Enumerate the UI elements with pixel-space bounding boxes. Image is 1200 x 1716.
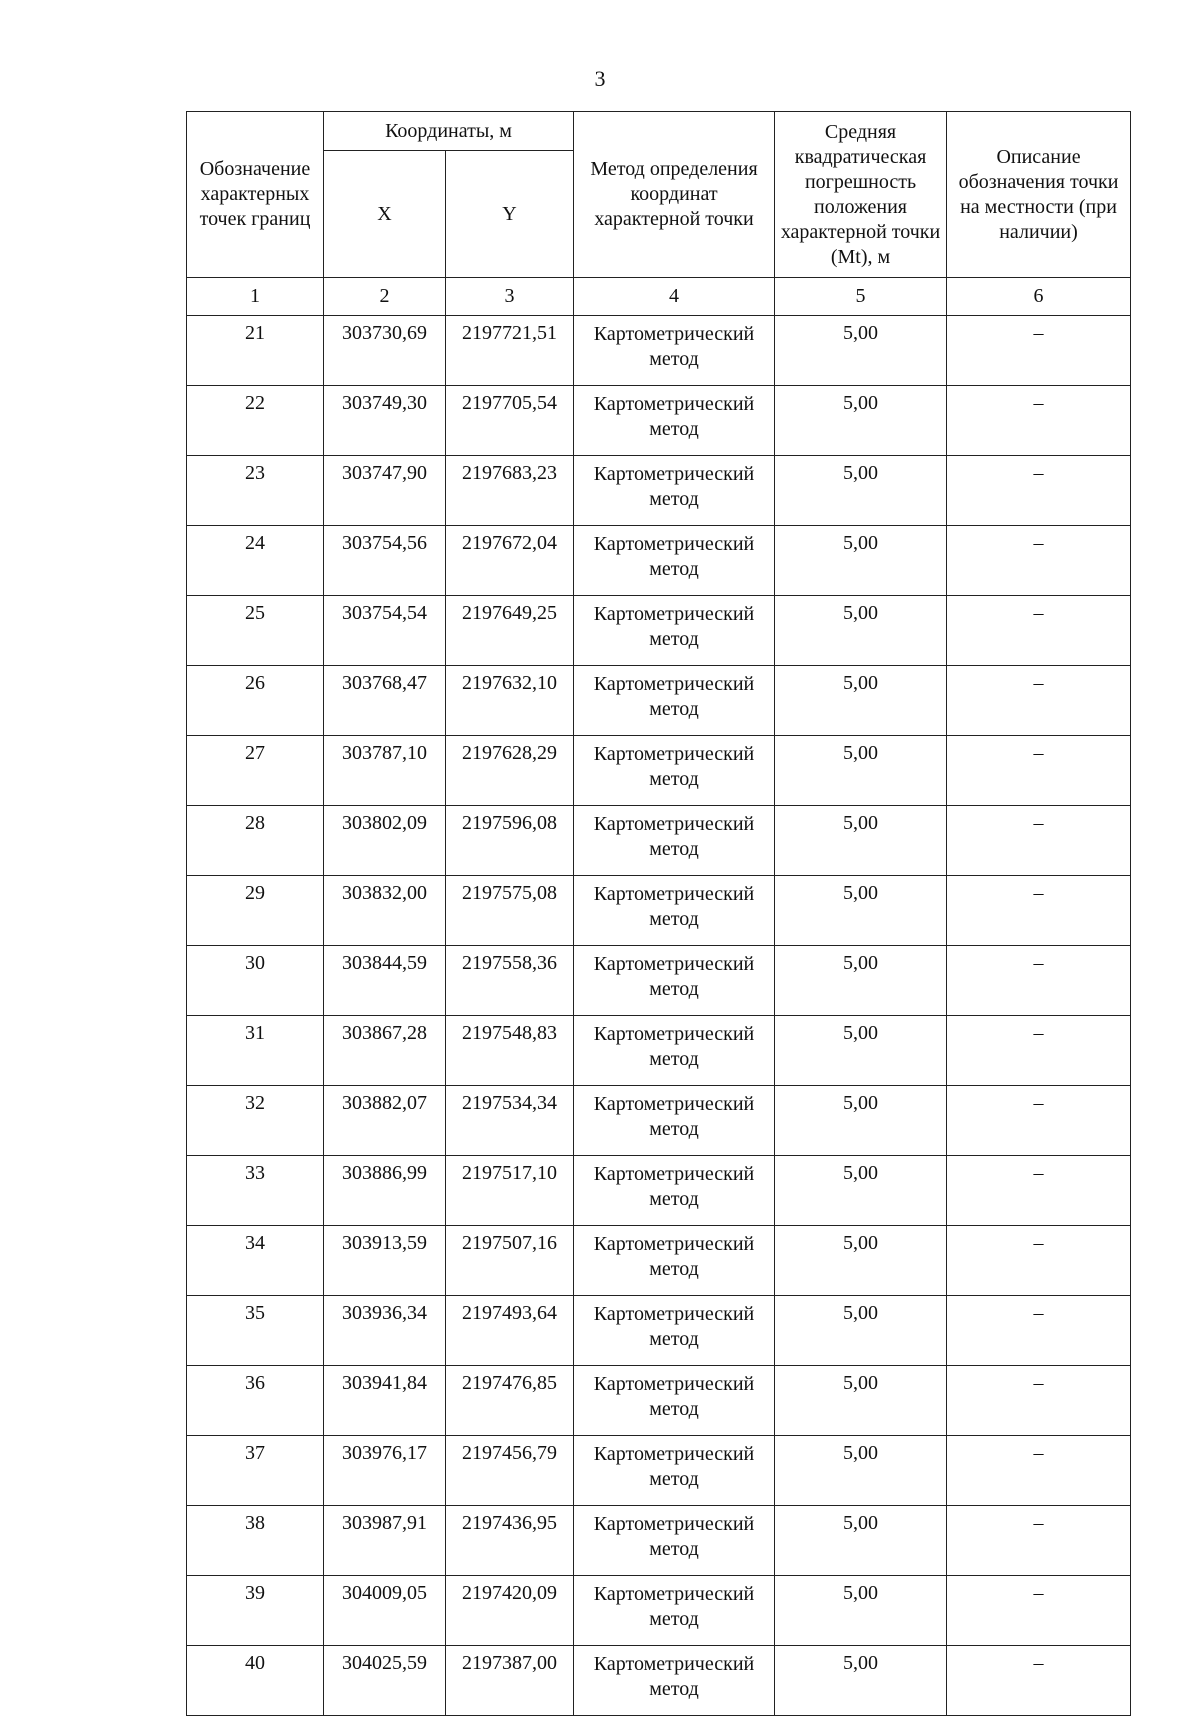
method-text-line2: метод [649,558,699,580]
description: – [947,596,1131,666]
coord-y: 2197596,08 [446,806,574,876]
point-number: 36 [187,1366,324,1436]
description: – [947,1016,1131,1086]
header-x: X [324,151,446,278]
method-text-line1: Картометрический [593,1093,755,1115]
table-row [187,386,1131,456]
table-row [187,946,1131,1016]
method-cell [574,1086,775,1156]
point-number: 33 [187,1156,324,1226]
coord-x: 303886,99 [324,1156,446,1226]
coord-x: 303832,00 [324,876,446,946]
method-text-line1: Картометрический [593,1163,755,1185]
description: – [947,1226,1131,1296]
table-row [187,1226,1131,1296]
method-text-line1: Картометрический [593,393,755,415]
point-number: 35 [187,1296,324,1366]
table-row [187,316,1131,386]
method-text-line1: Картометрический [593,743,755,765]
mean-error: 5,00 [775,386,947,456]
point-number: 38 [187,1506,324,1576]
coord-y: 2197632,10 [446,666,574,736]
method-cell [574,666,775,736]
coordinates-table [186,111,1131,1716]
table-row [187,1086,1131,1156]
method-text-line2: метод [649,1398,699,1420]
method-cell [574,736,775,806]
point-number: 22 [187,386,324,456]
point-number: 37 [187,1436,324,1506]
mean-error: 5,00 [775,1016,947,1086]
coord-x: 303936,34 [324,1296,446,1366]
method-text-line1: Картометрический [593,1373,755,1395]
coord-x: 303882,07 [324,1086,446,1156]
method-text-line1: Картометрический [593,1233,755,1255]
mean-error: 5,00 [775,1646,947,1716]
column-number: 2 [324,278,446,316]
method-text-line2: метод [649,1468,699,1490]
method-text-line2: метод [649,978,699,1000]
coord-y: 2197534,34 [446,1086,574,1156]
method-text-line2: метод [649,348,699,370]
method-text-line2: метод [649,698,699,720]
mean-error: 5,00 [775,1296,947,1366]
method-cell [574,1226,775,1296]
coord-x: 303747,90 [324,456,446,526]
table-row [187,526,1131,596]
coord-x: 304009,05 [324,1576,446,1646]
coord-x: 303749,30 [324,386,446,456]
mean-error: 5,00 [775,666,947,736]
method-text-line1: Картометрический [593,1513,755,1535]
table-body [187,316,1131,1716]
method-text-line2: метод [649,1188,699,1210]
method-text-line2: метод [649,488,699,510]
mean-error: 5,00 [775,1366,947,1436]
coord-x: 303754,56 [324,526,446,596]
method-text-line1: Картометрический [593,533,755,555]
point-number: 28 [187,806,324,876]
method-text-line1: Картометрический [593,603,755,625]
method-cell [574,876,775,946]
method-cell [574,1646,775,1716]
mean-error: 5,00 [775,1156,947,1226]
point-number: 26 [187,666,324,736]
table-row [187,1366,1131,1436]
coord-x: 303941,84 [324,1366,446,1436]
method-text-line2: метод [649,1258,699,1280]
method-text-line2: метод [649,838,699,860]
coord-x: 303867,28 [324,1016,446,1086]
coord-y: 2197507,16 [446,1226,574,1296]
method-cell [574,946,775,1016]
coord-x: 303844,59 [324,946,446,1016]
table-row [187,806,1131,876]
table-row [187,666,1131,736]
table-row [187,1646,1131,1716]
description: – [947,876,1131,946]
header-y: Y [446,151,574,278]
description: – [947,666,1131,736]
coord-y: 2197517,10 [446,1156,574,1226]
description: – [947,1576,1131,1646]
mean-error: 5,00 [775,526,947,596]
method-text-line1: Картометрический [593,1653,755,1675]
method-text-line1: Картометрический [593,673,755,695]
mean-error: 5,00 [775,1226,947,1296]
method-cell [574,386,775,456]
method-text-line1: Картометрический [593,1303,755,1325]
coord-y: 2197387,00 [446,1646,574,1716]
description: – [947,526,1131,596]
method-text-line1: Картометрический [593,1443,755,1465]
table-row [187,876,1131,946]
header-description: Описание обозначения точки на местности (при наличии) [947,112,1131,278]
coord-y: 2197649,25 [446,596,574,666]
method-text-line1: Картометрический [593,883,755,905]
method-cell [574,456,775,526]
point-number: 40 [187,1646,324,1716]
header-method: Метод определения координат характерной точки [574,112,775,278]
mean-error: 5,00 [775,876,947,946]
method-cell [574,1506,775,1576]
method-cell [574,1576,775,1646]
coord-x: 303913,59 [324,1226,446,1296]
description: – [947,386,1131,456]
table-row [187,736,1131,806]
point-number: 32 [187,1086,324,1156]
method-text-line1: Картометрический [593,1023,755,1045]
coord-y: 2197558,36 [446,946,574,1016]
description: – [947,316,1131,386]
table-row [187,1016,1131,1086]
coord-y: 2197436,95 [446,1506,574,1576]
method-text-line1: Картометрический [593,463,755,485]
description: – [947,1086,1131,1156]
point-number: 31 [187,1016,324,1086]
method-cell [574,1436,775,1506]
mean-error: 5,00 [775,1576,947,1646]
mean-error: 5,00 [775,946,947,1016]
method-text-line2: метод [649,1678,699,1700]
method-cell [574,316,775,386]
method-text-line2: метод [649,1328,699,1350]
method-text-line2: метод [649,628,699,650]
method-cell [574,1366,775,1436]
coord-y: 2197705,54 [446,386,574,456]
table-row [187,596,1131,666]
coord-y: 2197420,09 [446,1576,574,1646]
coord-x: 303787,10 [324,736,446,806]
point-number: 21 [187,316,324,386]
page-number: 3 [594,66,606,91]
method-text-line2: метод [649,1048,699,1070]
method-cell [574,1016,775,1086]
coord-x: 303802,09 [324,806,446,876]
point-number: 30 [187,946,324,1016]
method-text-line1: Картометрический [593,813,755,835]
coord-y: 2197672,04 [446,526,574,596]
method-text-line2: метод [649,1608,699,1630]
method-text-line2: метод [649,908,699,930]
coord-y: 2197548,83 [446,1016,574,1086]
column-number: 5 [775,278,947,316]
column-number: 1 [187,278,324,316]
method-cell [574,806,775,876]
table-row [187,1436,1131,1506]
header-point-designation: Обозначение характерных точек границ [187,112,324,278]
coord-x: 303754,54 [324,596,446,666]
point-number: 27 [187,736,324,806]
description: – [947,1506,1131,1576]
method-text-line1: Картометрический [593,1583,755,1605]
coord-y: 2197456,79 [446,1436,574,1506]
coord-y: 2197721,51 [446,316,574,386]
mean-error: 5,00 [775,316,947,386]
method-text-line2: метод [649,1538,699,1560]
coord-y: 2197683,23 [446,456,574,526]
coord-y: 2197493,64 [446,1296,574,1366]
column-number: 3 [446,278,574,316]
mean-error: 5,00 [775,456,947,526]
table-row [187,1576,1131,1646]
table-row [187,1506,1131,1576]
header-coordinates: Координаты, м [324,112,574,151]
description: – [947,1366,1131,1436]
method-text-line1: Картометрический [593,953,755,975]
method-cell [574,1296,775,1366]
description: – [947,1156,1131,1226]
coord-y: 2197628,29 [446,736,574,806]
mean-error: 5,00 [775,596,947,666]
description: – [947,456,1131,526]
table-row [187,1156,1131,1226]
point-number: 29 [187,876,324,946]
column-numbers-row [187,278,1131,316]
mean-error: 5,00 [775,736,947,806]
point-number: 25 [187,596,324,666]
column-number: 6 [947,278,1131,316]
method-cell [574,596,775,666]
point-number: 23 [187,456,324,526]
point-number: 34 [187,1226,324,1296]
point-number: 24 [187,526,324,596]
description: – [947,736,1131,806]
coord-y: 2197476,85 [446,1366,574,1436]
method-cell [574,1156,775,1226]
description: – [947,806,1131,876]
description: – [947,1646,1131,1716]
coord-x: 303730,69 [324,316,446,386]
coord-x: 303987,91 [324,1506,446,1576]
table-row [187,456,1131,526]
table-row [187,1296,1131,1366]
mean-error: 5,00 [775,1436,947,1506]
mean-error: 5,00 [775,806,947,876]
description: – [947,946,1131,1016]
method-text-line2: метод [649,1118,699,1140]
mean-error: 5,00 [775,1506,947,1576]
header-mean-error: Средняя квадратическая погрешность положения характерной точки (Mt), м [775,112,947,278]
coord-x: 303768,47 [324,666,446,736]
method-text-line2: метод [649,768,699,790]
mean-error: 5,00 [775,1086,947,1156]
method-text-line2: метод [649,418,699,440]
coord-x: 303976,17 [324,1436,446,1506]
coord-x: 304025,59 [324,1646,446,1716]
method-cell [574,526,775,596]
coord-y: 2197575,08 [446,876,574,946]
point-number: 39 [187,1576,324,1646]
column-number: 4 [574,278,775,316]
description: – [947,1436,1131,1506]
description: – [947,1296,1131,1366]
method-text-line1: Картометрический [593,323,755,345]
